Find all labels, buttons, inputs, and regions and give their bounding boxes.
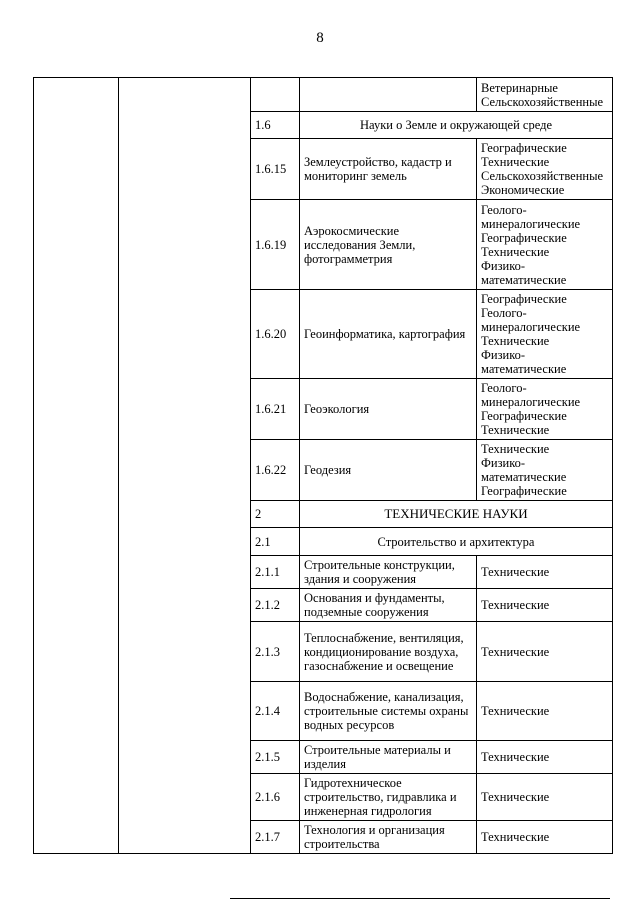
row-areas xyxy=(477,139,613,200)
area-label: Технические xyxy=(481,704,550,718)
row-code: 2.1.5 xyxy=(251,741,300,774)
row-areas xyxy=(477,821,613,854)
row-name: Строительные материалы и изделия xyxy=(300,741,477,774)
page-number: 8 xyxy=(316,30,324,46)
row-name: Геодезия xyxy=(300,440,477,501)
group-title: Науки о Земле и окружающей среде xyxy=(300,112,613,139)
row-code: 1.6.20 xyxy=(251,290,300,379)
row-code: 2.1.2 xyxy=(251,589,300,622)
area-label: Физико- xyxy=(481,456,526,470)
row-code: 1.6.15 xyxy=(251,139,300,200)
area-label: Технические xyxy=(481,750,550,764)
row-areas xyxy=(477,440,613,501)
area-label: Технические xyxy=(481,334,550,348)
table-row xyxy=(34,78,613,112)
blank-column-2 xyxy=(119,78,251,854)
area-label: математические xyxy=(481,272,567,287)
area-label: Технические xyxy=(481,644,550,659)
row-code: 2.1 xyxy=(251,528,300,556)
row-name: Аэрокосмические исследования Земли, фотограмметрия xyxy=(300,200,477,290)
area-label: Технические xyxy=(481,830,550,844)
row-name xyxy=(300,78,477,112)
bottom-rule xyxy=(230,898,610,899)
row-code: 2.1.7 xyxy=(251,821,300,854)
area-label: Сельскохозяйственные xyxy=(481,94,604,109)
row-name: Землеустройство, кадастр и мониторинг земель xyxy=(300,139,477,200)
row-code: 2.1.1 xyxy=(251,556,300,589)
row-name: Геоэкология xyxy=(300,379,477,440)
row-areas xyxy=(477,741,613,774)
area-label: минералогические xyxy=(481,320,581,334)
area-label: Технические xyxy=(481,598,550,612)
row-code: 2.1.6 xyxy=(251,774,300,821)
area-label: Экономические xyxy=(481,183,565,197)
area-label: минералогические xyxy=(481,395,581,409)
area-label: Технические xyxy=(481,155,550,169)
area-label: Технические xyxy=(481,565,550,579)
area-label: минералогические xyxy=(481,216,581,231)
area-label: Физико- xyxy=(481,258,526,273)
area-label: Географические xyxy=(481,230,567,245)
row-name: Гидротехническое строительство, гидравлика и инженерная гидрология xyxy=(300,774,477,821)
row-code: 1.6.21 xyxy=(251,379,300,440)
area-label: Геолого- xyxy=(481,306,527,320)
row-code xyxy=(251,78,300,112)
row-code: 2 xyxy=(251,501,300,528)
row-name: Строительные конструкции, здания и сооружения xyxy=(300,556,477,589)
row-name: Геоинформатика, картография xyxy=(300,290,477,379)
row-name: Теплоснабжение, вентиляция, кондиционирование воздуха, газоснабжение и освещение xyxy=(300,622,477,682)
group-title: Строительство и архитектура xyxy=(300,528,613,556)
area-label: Сельскохозяйственные xyxy=(481,169,604,183)
area-label: Технические xyxy=(481,244,550,259)
row-areas xyxy=(477,556,613,589)
area-label: Географические xyxy=(481,141,567,155)
nomenclature-table xyxy=(33,77,613,854)
row-name: Технология и организация строительства xyxy=(300,821,477,854)
area-label: Физико- xyxy=(481,348,526,362)
row-code: 2.1.4 xyxy=(251,682,300,741)
row-code: 2.1.3 xyxy=(251,622,300,682)
row-code: 1.6.19 xyxy=(251,200,300,290)
section-title: ТЕХНИЧЕСКИЕ НАУКИ xyxy=(300,501,613,528)
area-label: Географические xyxy=(481,484,567,498)
row-areas xyxy=(477,200,613,290)
area-label: Географические xyxy=(481,409,567,423)
area-label: математические xyxy=(481,362,567,376)
row-areas xyxy=(477,379,613,440)
area-label: Геолого- xyxy=(481,381,527,395)
blank-column-1 xyxy=(34,78,119,854)
row-areas xyxy=(477,589,613,622)
row-areas xyxy=(477,290,613,379)
row-areas xyxy=(477,682,613,741)
area-label: Ветеринарные xyxy=(481,80,558,95)
row-name: Водоснабжение, канализация, строительные системы охраны водных ресурсов xyxy=(300,682,477,741)
row-code: 1.6.22 xyxy=(251,440,300,501)
area-label: Технические xyxy=(481,423,550,437)
row-areas xyxy=(477,622,613,682)
area-label: Геолого- xyxy=(481,202,527,217)
row-areas xyxy=(477,774,613,821)
row-areas xyxy=(477,78,613,112)
area-label: Технические xyxy=(481,442,550,456)
area-label: математические xyxy=(481,470,567,484)
area-label: Географические xyxy=(481,292,567,306)
row-name: Основания и фундаменты, подземные сооружения xyxy=(300,589,477,622)
area-label: Технические xyxy=(481,790,550,804)
row-code: 1.6 xyxy=(251,112,300,139)
